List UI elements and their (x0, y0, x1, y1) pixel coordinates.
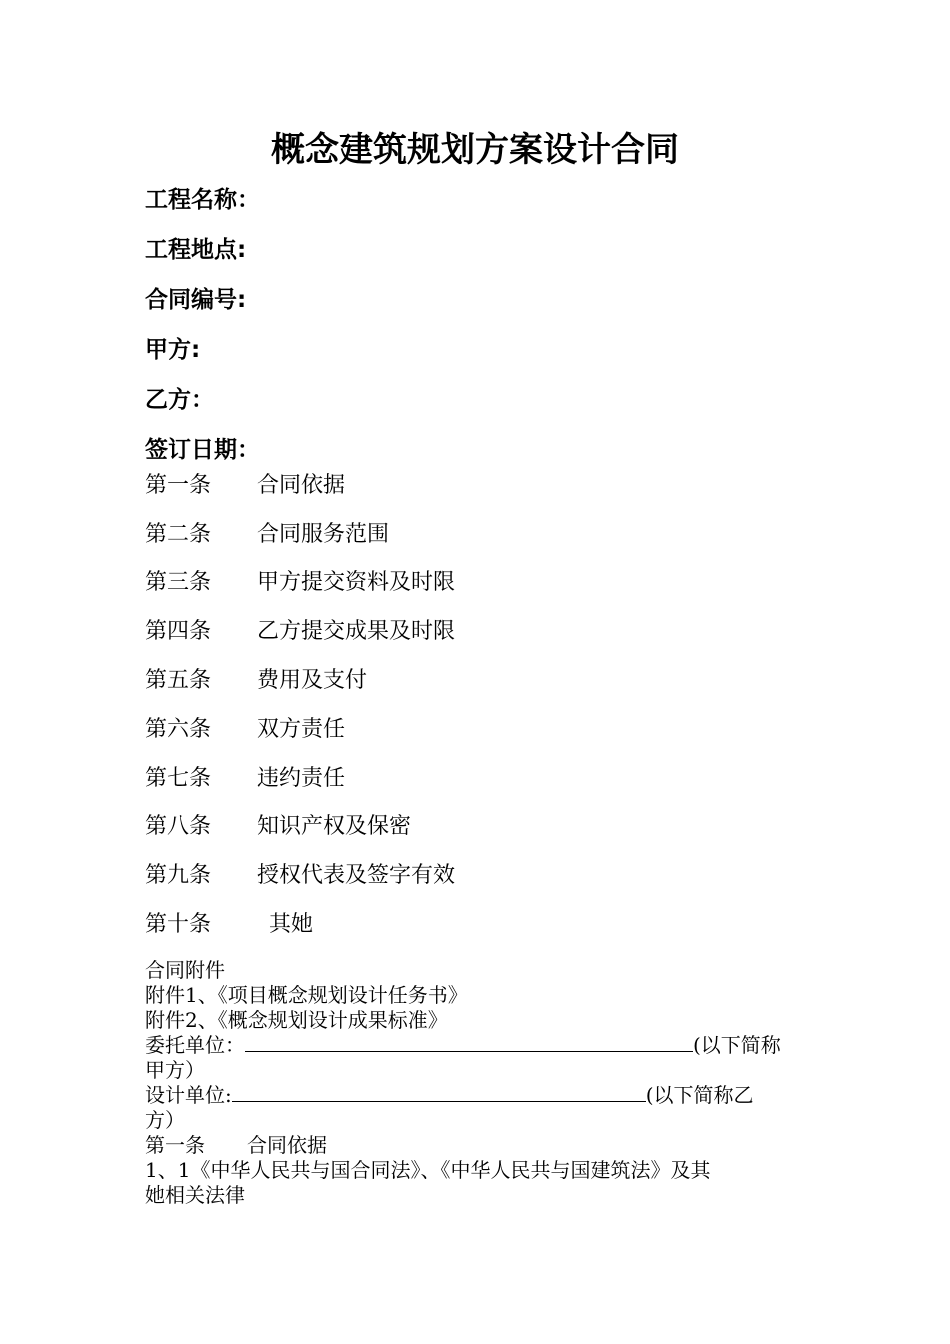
toc-item (145, 471, 345, 501)
designer-blank (232, 1083, 646, 1102)
toc-item-title: 双方责任 (257, 717, 346, 742)
field-signing-date: 签订日期： (145, 437, 260, 463)
toc-item (145, 764, 345, 794)
field-party-a: 甲方: (145, 337, 201, 363)
designer-suffix-continued: 方） (145, 1108, 185, 1132)
toc-item-title: 授权代表及签字有效 (257, 863, 456, 888)
toc-item-number: 第三条 (145, 570, 212, 595)
toc-item (145, 910, 313, 940)
field-project-location: 工程地点: (145, 237, 247, 263)
toc-item (145, 666, 367, 696)
attachment-item: 附件1、《项目概念规划设计任务书》 (145, 983, 468, 1007)
client-suffix: (以下简称 (693, 1033, 781, 1057)
designer-line (145, 1083, 810, 1108)
article-title: 合同依据 (247, 1133, 327, 1157)
toc-item-title: 费用及支付 (257, 668, 368, 693)
toc-item (145, 520, 389, 550)
field-project-name: 工程名称： (145, 187, 260, 213)
clause-text: 1、1《中华人民共与国合同法》、《中华人民共与国建筑法》及其 (145, 1158, 711, 1182)
client-suffix-continued: 甲方） (145, 1058, 205, 1082)
toc-item-number: 第四条 (145, 619, 212, 644)
toc-item (145, 715, 345, 745)
document-title: 概念建筑规划方案设计合同 (271, 130, 679, 170)
toc-item (145, 617, 455, 647)
attachment-item: 附件2、《概念规划设计成果标准》 (145, 1008, 448, 1032)
toc-item (145, 861, 455, 891)
client-blank (245, 1033, 693, 1052)
client-line (145, 1033, 810, 1058)
clause-text-continued: 她相关法律 (145, 1183, 245, 1207)
toc-item-number: 第一条 (145, 473, 212, 498)
toc-item (145, 812, 411, 842)
attachments-heading: 合同附件 (145, 958, 225, 982)
toc-item-title: 甲方提交资料及时限 (257, 570, 456, 595)
field-party-b: 乙方： (145, 387, 214, 413)
contract-body (145, 958, 810, 1208)
client-label: 委托单位： (145, 1033, 245, 1057)
designer-suffix: (以下简称乙 (645, 1083, 754, 1107)
toc-item-title: 合同服务范围 (257, 522, 390, 547)
toc-item-title: 知识产权及保密 (257, 814, 412, 839)
toc-item (145, 568, 455, 598)
toc-item-number: 第五条 (145, 668, 212, 693)
toc-item-number: 第六条 (145, 717, 212, 742)
toc-item-title: 乙方提交成果及时限 (257, 619, 456, 644)
toc-item-number: 第八条 (145, 814, 212, 839)
toc-item-number: 第九条 (145, 863, 212, 888)
toc-item-title: 合同依据 (257, 473, 346, 498)
article-number: 第一条 (145, 1133, 205, 1157)
designer-label: 设计单位: (145, 1083, 232, 1107)
toc-item-title: 其她 (269, 912, 314, 937)
toc-item-number: 第七条 (145, 766, 212, 791)
toc-item-number: 第二条 (145, 522, 212, 547)
article-heading (145, 1133, 810, 1158)
toc-item-title: 违约责任 (257, 766, 346, 791)
toc-item-number: 第十条 (145, 912, 212, 937)
field-contract-number: 合同编号: (145, 287, 247, 313)
